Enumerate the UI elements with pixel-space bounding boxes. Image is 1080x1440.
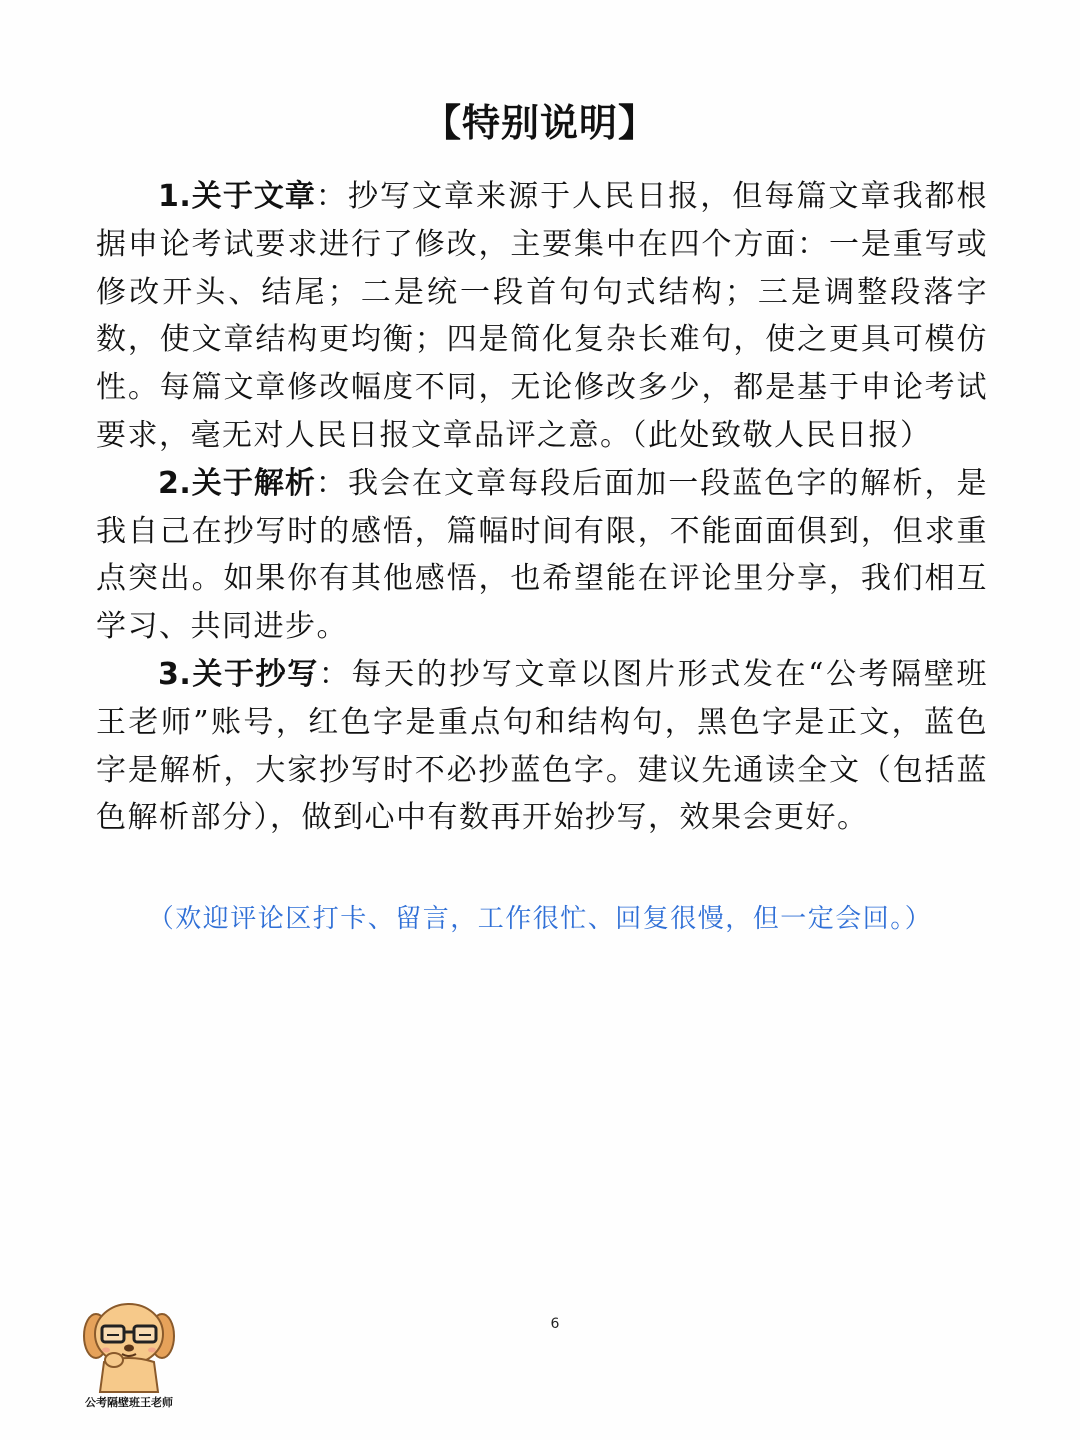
page-number: 6 [550, 1316, 560, 1332]
cartoon-dog-with-glasses-icon [82, 1296, 176, 1394]
paragraph-heading: 2.关于解析 [158, 465, 316, 501]
paragraph-about-articles [96, 173, 988, 460]
paragraph-about-copying [96, 651, 988, 842]
author-logo [74, 1296, 184, 1416]
logo-caption: 公考隔壁班王老师 [85, 1396, 173, 1409]
paragraph-text: ：我会在文章每段后面加一段蓝色字的解析，是我自己在抄写时的感悟，篇幅时间有限，不能面面俱到，但求重点突出。如果你有其他感悟，也希望能在评论里分享，我们相互学习、共同进步。 [96, 465, 988, 645]
comment-invitation-note: （欢迎评论区打卡、留言，工作很忙、回复很慢，但一定会回。） [147, 904, 933, 934]
paragraph-heading: 1.关于文章 [158, 179, 316, 214]
paragraph-about-analysis [96, 460, 988, 651]
page-title: 【特别说明】 [422, 101, 657, 145]
paragraph-text: ：每天的抄写文章以图片形式发在“公考隔壁班王老师”账号，红色字是重点句和结构句，黑色字是正文，蓝色字是解析，大家抄写时不必抄蓝色字。建议先通读全文（包括蓝色解析部分），做到心中有数再开始抄写，效果会更好。 [96, 656, 988, 836]
body-text [96, 173, 988, 842]
paragraph-text: ：抄写文章来源于人民日报，但每篇文章我都根据申论考试要求进行了修改，主要集中在四个方面：一是重写或修改开头、结尾；二是统一段首句句式结构；三是调整段落字数，使文章结构更均衡；四是简化复杂长难句，使之更具可模仿性。每篇文章修改幅度不同，无论修改多少，都是基于申论考试要求，毫无对人民日报文章品评之意。（此处致敬人民日报） [96, 179, 988, 453]
paragraph-heading: 3.关于抄写 [158, 656, 319, 692]
